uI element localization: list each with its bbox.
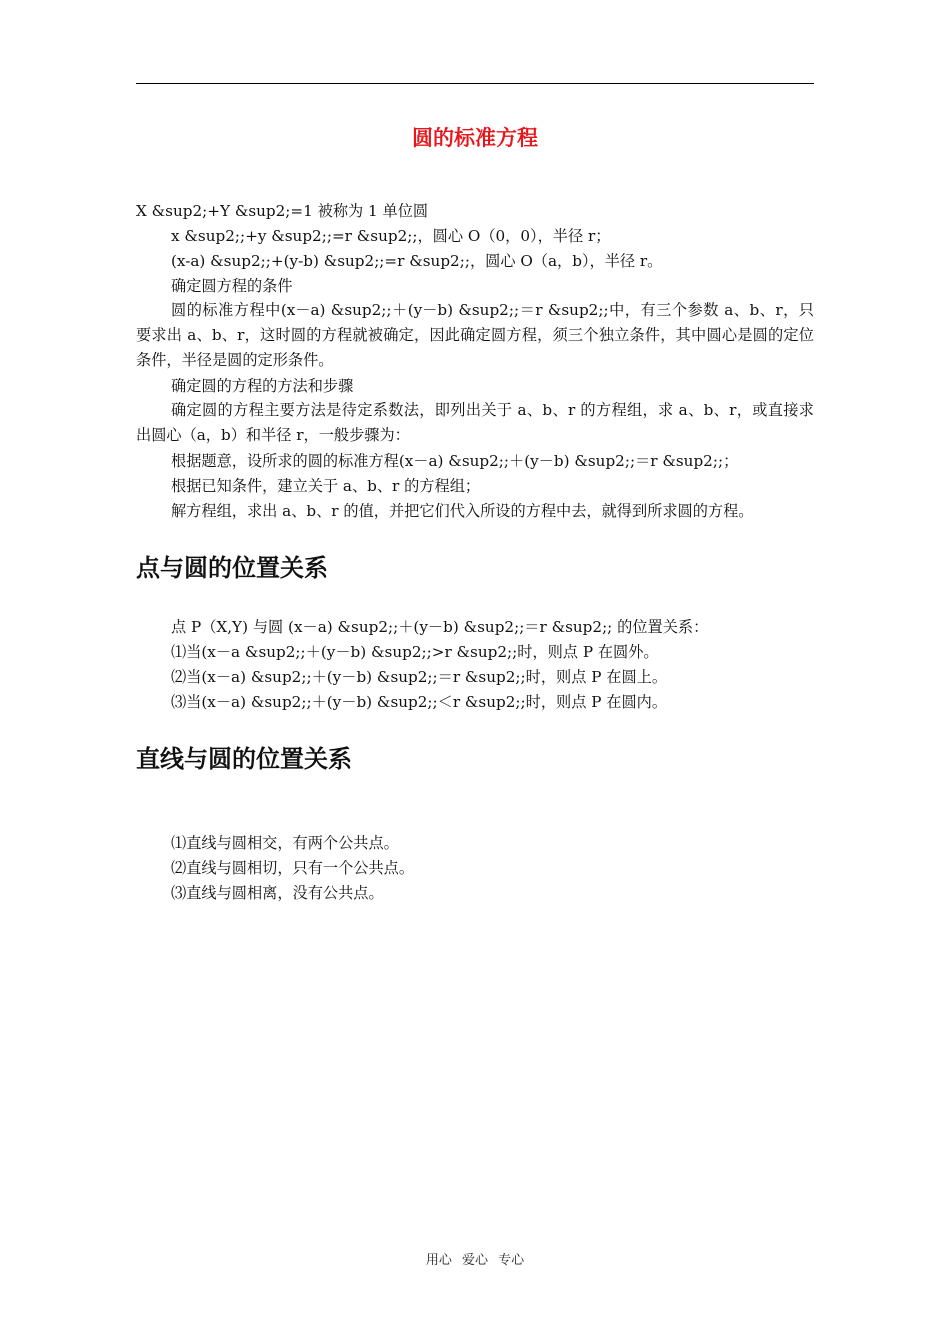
standard-equation-origin: x &sup2;;+y &sup2;;=r &sup2;;，圆心 O（0，0），半径 r； <box>171 227 611 245</box>
line-circle-item-intersect: ⑴直线与圆相交，有两个公共点。 <box>171 834 399 852</box>
page-footer: 用心 爱心 专心 <box>425 1253 525 1268</box>
point-circle-item-on: ⑵当(x－a) &sup2;;＋(y－b) &sup2;;＝r &sup2;;时，则点 P 在圆上。 <box>171 668 668 686</box>
section-heading-point-circle: 点与圆的位置关系 <box>136 554 328 582</box>
point-circle-item-inside: ⑶当(x－a) &sup2;;＋(y－b) &sup2;;＜r &sup2;;时，则点 P 在圆内。 <box>171 693 668 711</box>
method-heading: 确定圆的方程的方法和步骤 <box>171 377 354 395</box>
page-title: 圆的标准方程 <box>412 126 538 150</box>
conditions-heading: 确定圆方程的条件 <box>171 277 293 295</box>
point-circle-intro: 点 P（X,Y) 与圆 (x－a) &sup2;;＋(y－b) &sup2;;＝r &sup2;; 的位置关系： <box>171 618 709 636</box>
standard-equation-general: (x-a) &sup2;;+(y-b) &sup2;;=r &sup2;;，圆心 O（a，b），半径 r。 <box>171 252 663 270</box>
point-circle-item-outside: ⑴当(x－a &sup2;;＋(y－b) &sup2;;>r &sup2;;时，则点 P 在圆外。 <box>171 643 659 661</box>
unit-circle-line: X &sup2;+Y &sup2;=1 被称为 1 单位圆 <box>136 202 429 220</box>
line-circle-item-separate: ⑶直线与圆相离，没有公共点。 <box>171 884 384 902</box>
step-3: 解方程组，求出 a、b、r 的值，并把它们代入所设的方程中去，就得到所求圆的方程。 <box>171 502 754 520</box>
section-heading-line-circle: 直线与圆的位置关系 <box>136 745 352 773</box>
conditions-paragraph: 圆的标准方程中(x－a) &sup2;;＋(y－b) &sup2;;＝r &sup2;;中，有三个参数 a、b、r，只要求出 a、b、r，这时圆的方程就被确定，因此确定圆方程，须三个独立条件，其中圆心是圆的定位条件，半径是圆的定形条件。 <box>136 301 814 369</box>
header-rule <box>136 83 814 84</box>
step-2: 根据已知条件，建立关于 a、b、r 的方程组； <box>171 477 481 495</box>
step-1: 根据题意，设所求的圆的标准方程(x－a) &sup2;;＋(y－b) &sup2;;＝r &sup2;;； <box>171 452 739 470</box>
method-paragraph: 确定圆的方程主要方法是待定系数法，即列出关于 a、b、r 的方程组，求 a、b、r，或直接求出圆心（a，b）和半径 r，一般步骤为： <box>136 401 814 444</box>
line-circle-item-tangent: ⑵直线与圆相切，只有一个公共点。 <box>171 859 414 877</box>
